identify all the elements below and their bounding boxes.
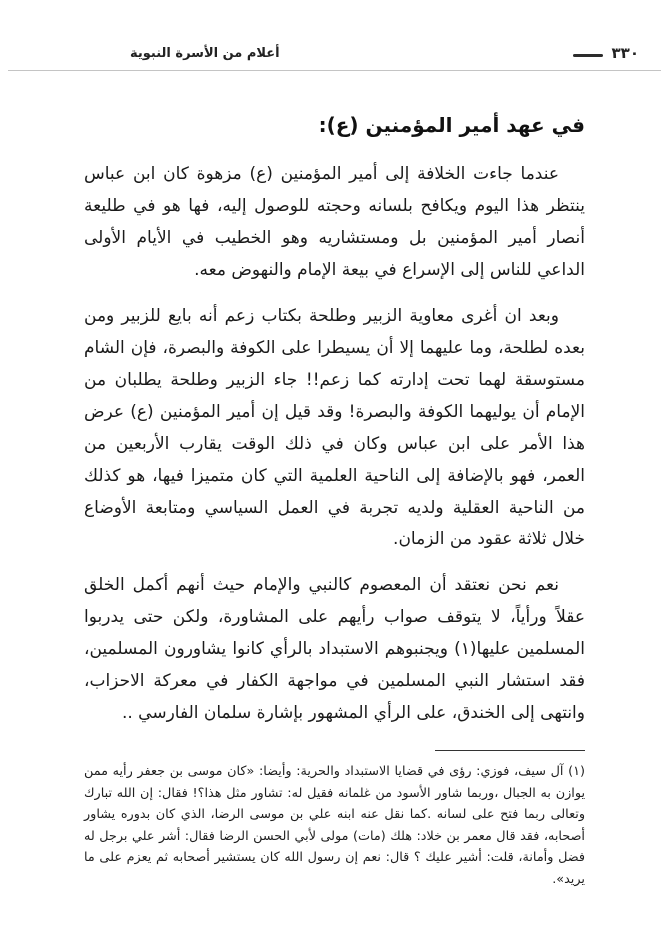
footnote-text: (١) آل سيف، فوزي: رؤى في قضايا الاستبداد والحرية: وأيضا: «كان موسى بن جعفر رأيه ممن يوازن به الجبال ،وربما شاور الأسود من غلمانه فقيل له: تشاور مثل هذا؟! فقال: إن الله تبارك وتعالى ربما فتح على لسانه .كما نقل عنه ابنه علي بن موسى الرضا، الذي كان بدوره يشاور أصحابه، فقد قال معمر بن خلاد: هلك (مات) مولى لأبي الحسن الرضا فقال: أشر علي برجل له فضل وأمانة، قلت: أشير عليك ؟ قال: نعم إن رسول الله كان يستشير أصحابه ثم يعزم على ما يريد». — [84, 764, 585, 887]
page-number-group — [573, 44, 639, 62]
page-header — [0, 0, 669, 70]
section-heading: في عهد أمير المؤمنين (ع): — [318, 113, 585, 137]
footnote-separator — [435, 750, 585, 751]
page-number: ٣٣٠ — [611, 44, 639, 62]
page-number-dash-icon — [573, 54, 603, 57]
paragraph-3: نعم نحن نعتقد أن المعصوم كالنبي والإمام حيث أنهم أكمل الخلق عقلاً ورأياً، لا يتوقف صواب رأيهم على المشاورة، ولكن حتى يدربوا المسلمين عليها(١) ويجنبوهم الاستبداد بالرأي كانوا يشاورون المسلمين، فقد استشار النبي المسلمين في مواجهة الكفار في معركة الاحزاب، وانتهى إلى الخندق، على الرأي المشهور بإشارة سلمان الفارسي .. — [84, 575, 585, 724]
paragraph-1: عندما جاءت الخلافة إلى أمير المؤمنين (ع) مزهوة كان ابن عباس ينتظر هذا اليوم ويكافح بلسانه وحجته للوصول إليه، فها هو في طليعة أنصار أمير المؤمنين بل ومستشاريه وهو الخطيب في الأيام الأولى الداعي للناس إلى الإسراع في بيعة الإمام والنهوض معه. — [84, 164, 585, 280]
paragraph-2: وبعد ان أغرى معاوية الزبير وطلحة بكتاب زعم أنه بايع للزبير ومن بعده لطلحة، وما عليهما إلا أن يسيطرا على الكوفة والبصرة، فإن الشام مستوسقة لهما تحت إدارته كما زعم!! جاء الزبير وطلحة يطلبان من الإمام أن يوليهما الكوفة والبصرة! وقد قيل إن أمير المؤمنين (ع) عرض هذا الأمر على ابن عباس وكان في ذلك الوقت يقارب الأربعين من العمر، فهو بالإضافة إلى الناحية العلمية التي كان متميزا فيها، هو كذلك من الناحية العقلية ولديه تجربة في العمل السياسي ومتابعة الأوضاع خلال ثلاثة عقود من الزمان. — [84, 305, 585, 550]
page-body — [0, 113, 669, 890]
header-rule — [8, 70, 661, 71]
book-title: أعلام من الأسرة النبوية — [130, 45, 280, 61]
